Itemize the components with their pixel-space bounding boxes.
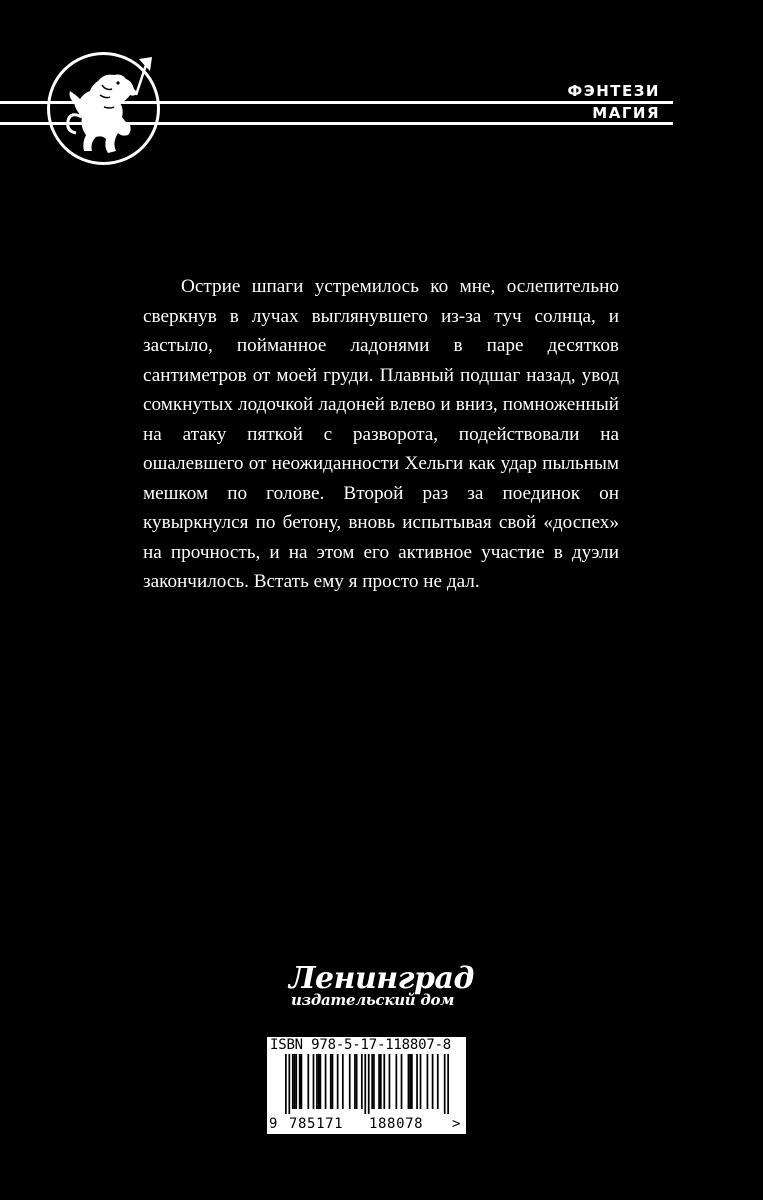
barcode-bar bbox=[447, 1054, 449, 1114]
barcode-bar bbox=[337, 1054, 339, 1109]
publisher-subtitle: издательский дом bbox=[291, 991, 455, 1009]
genre-label-fantasy: ФЭНТЕЗИ bbox=[567, 82, 660, 100]
barcode-bar bbox=[299, 1054, 301, 1109]
barcode-bar bbox=[325, 1054, 327, 1109]
barcode-bar bbox=[285, 1054, 287, 1114]
barcode-bar bbox=[408, 1054, 410, 1109]
barcode-bar bbox=[316, 1054, 318, 1109]
ean-right-group: 188078 bbox=[369, 1116, 424, 1132]
publisher-lion-logo-icon bbox=[46, 51, 161, 166]
barcode-bar bbox=[356, 1054, 358, 1109]
barcode-bar bbox=[330, 1054, 332, 1109]
ean-quiet-zone-arrow: > bbox=[452, 1116, 461, 1132]
ean-first-digit: 9 bbox=[269, 1116, 278, 1132]
barcode-bar bbox=[364, 1054, 366, 1114]
barcode-bar bbox=[437, 1054, 439, 1109]
barcode-bar bbox=[395, 1054, 397, 1109]
ean-left-group: 785171 bbox=[289, 1116, 344, 1132]
barcode-bar bbox=[295, 1054, 297, 1109]
barcode-bar bbox=[371, 1054, 373, 1109]
barcode-bar bbox=[361, 1054, 363, 1109]
genre-label-magic: МАГИЯ bbox=[592, 104, 660, 122]
barcode-bar bbox=[432, 1054, 434, 1109]
barcode-bar bbox=[354, 1054, 356, 1109]
back-cover-blurb: Острие шпаги устремилось ко мне, ослепительно сверкнув в лучах выглянувшего из-за туч солнца, и застыло, пойманное ладонями в паре десятков сантиметров от моей груди. Плавный подшаг назад, увод сомкнутых лодочкой ладоней влево и вниз, помноженный на атаку пяткой с разворота, подействовали на ошалевшего от неожиданности Хельги как удар пыльным мешком по голове. Второй раз за поединок он кувыркнулся по бетону, вновь испытывая свой «доспех» на прочность, и на этом его активное участие в дуэли закончилось. Встать ему я просто не дал. bbox=[143, 276, 619, 592]
barcode-bar bbox=[383, 1054, 385, 1109]
barcode-bar bbox=[389, 1054, 391, 1109]
barcode-bar bbox=[416, 1054, 418, 1109]
publisher-logo bbox=[273, 963, 473, 1013]
barcode-bar bbox=[378, 1054, 380, 1109]
barcode-bar bbox=[288, 1054, 290, 1114]
barcode-bar bbox=[411, 1054, 413, 1109]
isbn-barcode bbox=[267, 1037, 466, 1134]
publisher-name-rest: енинград bbox=[315, 961, 474, 996]
genre-rule-top bbox=[0, 101, 673, 104]
publisher-name-initial: Л bbox=[289, 961, 316, 996]
barcode-bar bbox=[292, 1054, 294, 1109]
barcode-bar bbox=[294, 1054, 296, 1109]
barcode-bar bbox=[318, 1054, 320, 1109]
genre-rule-bottom bbox=[0, 122, 673, 125]
barcode-bar bbox=[301, 1054, 303, 1109]
barcode-bar bbox=[342, 1054, 344, 1109]
barcode-bar bbox=[427, 1054, 429, 1109]
barcode-bar bbox=[368, 1054, 370, 1114]
barcode-bar bbox=[444, 1054, 446, 1114]
barcode-bar bbox=[409, 1054, 411, 1109]
barcode-bar bbox=[401, 1054, 403, 1109]
barcode-bars bbox=[285, 1054, 449, 1114]
barcode-bar bbox=[420, 1054, 422, 1109]
barcode-bar bbox=[313, 1054, 315, 1109]
barcode-bar bbox=[373, 1054, 375, 1109]
barcode-bar bbox=[332, 1054, 334, 1109]
barcode-bar bbox=[320, 1054, 322, 1109]
ean-digits bbox=[269, 1115, 464, 1133]
barcode-bar bbox=[380, 1054, 382, 1109]
barcode-bar bbox=[349, 1054, 351, 1109]
isbn-label: ISBN 978-5-17-118807-8 bbox=[270, 1037, 452, 1053]
barcode-bar bbox=[307, 1054, 309, 1109]
